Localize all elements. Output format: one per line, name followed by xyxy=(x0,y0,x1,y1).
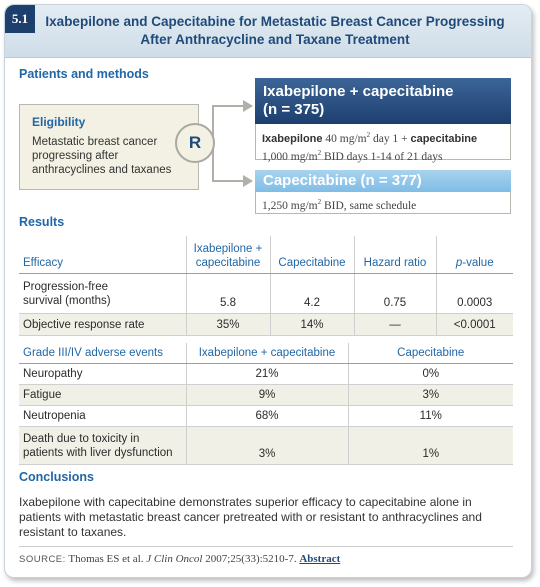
cell-combo: 5.8 xyxy=(186,274,270,314)
arm1-drug1: Ixabepilone xyxy=(262,132,323,145)
cell-hr: 0.75 xyxy=(354,274,436,314)
cell-p: <0.0001 xyxy=(436,314,513,336)
source-ref: 2007;25(33):5210-7. xyxy=(202,553,300,565)
eligibility-heading: Eligibility xyxy=(32,115,86,129)
cell-combo: 3% xyxy=(186,427,348,465)
abstract-link[interactable]: Abstract xyxy=(299,553,341,565)
adverse-col-header: Grade III/IV adverse events xyxy=(19,343,186,364)
arm2-dosing xyxy=(255,192,511,214)
cell-combo: 68% xyxy=(186,406,348,427)
p-rest: -value xyxy=(462,257,494,269)
row-label-line2: survival (months) xyxy=(23,294,111,307)
cell-cape: 14% xyxy=(270,314,354,336)
arm2-dose: 1,250 mg/m xyxy=(262,199,318,212)
table-row xyxy=(19,364,513,385)
source-journal: J Clin Oncol xyxy=(146,553,203,565)
arm1-dose1-schedule: day 1 + xyxy=(370,132,411,145)
arm1-dose2: 1,000 mg/m xyxy=(262,150,318,163)
cell-cape: 1% xyxy=(348,427,513,465)
eligibility-box xyxy=(19,104,199,190)
table-row xyxy=(19,427,513,465)
cell-cape: 3% xyxy=(348,385,513,406)
cell-cape: 11% xyxy=(348,406,513,427)
efficacy-col-header: Efficacy xyxy=(19,236,186,274)
arm1-dose2-sup: 2 xyxy=(317,148,322,157)
source-citation xyxy=(19,553,340,565)
row-label xyxy=(19,427,186,465)
combo-col-header-line1: Ixabepilone + xyxy=(193,243,263,255)
arm2-dose-schedule: BID, same schedule xyxy=(321,199,417,212)
adverse-cape-header: Capecitabine xyxy=(348,343,513,364)
cell-combo: 35% xyxy=(186,314,270,336)
title-line-1: Ixabepilone and Capecitabine for Metastatic Breast Cancer Progressing xyxy=(45,14,505,29)
figure-number: 5.1 xyxy=(5,5,35,33)
patients-methods-heading: Patients and methods xyxy=(19,67,149,81)
arm1-name: Ixabepilone + capecitabine xyxy=(263,83,454,100)
arm2-header: Capecitabine (n = 377) xyxy=(255,170,511,192)
conclusions-heading: Conclusions xyxy=(19,470,95,484)
adverse-combo-header: Ixabepilone + capecitabine xyxy=(186,343,348,364)
combo-col-header xyxy=(186,236,270,274)
arm1-dosing xyxy=(255,124,511,163)
source-authors: Thomas ES et al. xyxy=(65,553,147,565)
combo-col-header-line2: capecitabine xyxy=(195,257,261,269)
row-label-line2: patients with liver dysfunction xyxy=(23,446,173,459)
row-label: Fatigue xyxy=(19,385,186,406)
cape-col-header: Capecitabine xyxy=(270,236,354,274)
hr-col-header: Hazard ratio xyxy=(354,236,436,274)
randomization-circle: R xyxy=(175,123,215,163)
row-label xyxy=(19,274,186,314)
row-label: Objective response rate xyxy=(19,314,186,336)
arm1-drug2: capecitabine xyxy=(410,132,478,145)
arm1-header xyxy=(255,78,511,124)
results-heading: Results xyxy=(19,215,65,229)
cell-cape: 0% xyxy=(348,364,513,385)
table-row xyxy=(19,314,513,336)
conclusions-text: Ixabepilone with capecitabine demonstrates superior efficacy to capecitabine alone in patients with metastatic breast cancer pretreated with or resistant to anthracyclines and resistant to taxanes. xyxy=(19,495,482,539)
row-label: Neutropenia xyxy=(19,406,186,427)
title-line-2: After Anthracycline and Taxane Treatment xyxy=(140,32,410,47)
cell-hr: — xyxy=(354,314,436,336)
efficacy-header-row xyxy=(19,236,513,274)
row-label: Neuropathy xyxy=(19,364,186,385)
p-italic: p xyxy=(455,257,463,269)
adverse-header-row xyxy=(19,343,513,364)
table-row xyxy=(19,406,513,427)
p-col-header xyxy=(436,236,513,274)
arm1-dose2-schedule: BID days 1-14 of 21 days xyxy=(321,150,443,163)
arrow-head-arm1 xyxy=(243,100,253,112)
source-label: SOURCE: xyxy=(19,554,66,565)
table-row xyxy=(19,274,513,314)
row-label-line1: Death due to toxicity in xyxy=(23,432,140,445)
arm1-dose1-sup: 2 xyxy=(366,131,371,139)
row-label-line1: Progression-free xyxy=(23,280,109,293)
figure-card xyxy=(4,4,532,578)
table-row xyxy=(19,385,513,406)
arrow-head-arm2 xyxy=(243,175,253,187)
eligibility-text: Metastatic breast cancer progressing after anthracyclines and taxanes xyxy=(32,136,172,176)
cell-p: 0.0003 xyxy=(436,274,513,314)
cell-combo: 9% xyxy=(186,385,348,406)
cell-combo: 21% xyxy=(186,364,348,385)
arm2-dose-sup: 2 xyxy=(317,198,322,206)
source-divider xyxy=(19,546,513,547)
adverse-events-table xyxy=(19,343,513,465)
cell-cape: 4.2 xyxy=(270,274,354,314)
arrow-to-arm2 xyxy=(213,146,245,181)
efficacy-table xyxy=(19,236,513,336)
arm1-dose1: 40 mg/m xyxy=(322,132,367,145)
arm1-n: (n = 375) xyxy=(263,101,325,118)
